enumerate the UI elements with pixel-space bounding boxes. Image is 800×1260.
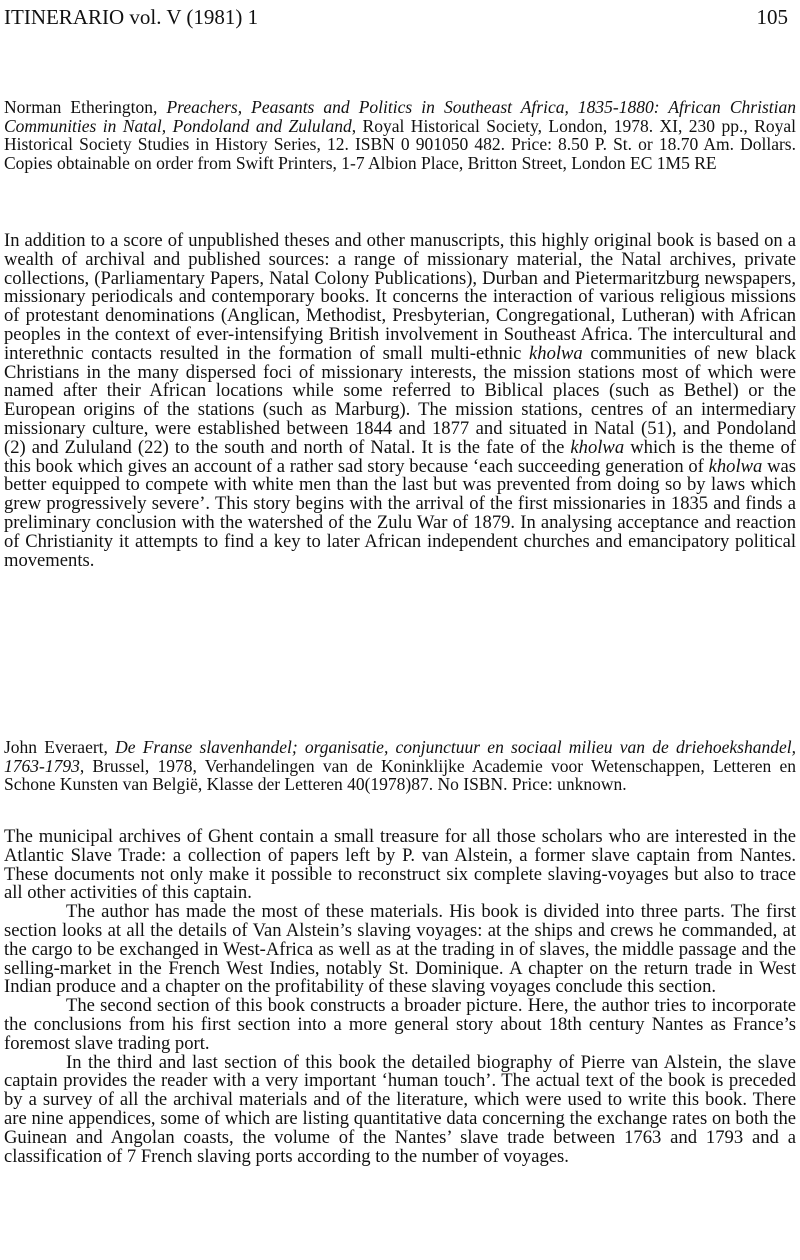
text-run: was better equipped to compete with white men than the last but was prevented from doing so by laws which grew progressively severe’. This story begins with the arrival of the first missionaries in 1835 and finds a preliminary conclusion with the watershed of the Zulu War of 1879. In analysing acceptance and reaction of Christianity it attempts to find a key to later African independent churches and emancipatory political movements. xyxy=(4,455,796,571)
review-1-author: Norman Etherington, xyxy=(4,97,167,117)
text-run: communities of new black Christians in the many dispersed foci of missionary interests, the mission stations most of which were named after their African locations while some referred to Biblical places (such as Bethel) or the European origins of the stations (such as Marburg). The mission stations, centres of an intermediary missionary culture, were established between 1844 and 1877 and situated in Natal (51), and Pondoland (2) and Zululand (22) to the south and north of Natal. It is the fate of the xyxy=(4,342,796,458)
review-2-book-title: De Franse slavenhandel; organisatie, conjunctuur en sociaal milieu van de driehoekshandel, 1763-1793 xyxy=(4,737,796,776)
review-2-paragraph-3: The second section of this book constructs a broader picture. Here, the author tries to incorporate the conclusions from his first section into a more general story about 18th century Nantes as France’s foremost slave trading port. xyxy=(4,995,796,1054)
review-2-body xyxy=(4,828,796,1166)
review-1-body xyxy=(4,232,796,570)
review-1-citation xyxy=(4,98,796,172)
review-2-paragraph-2: The author has made the most of these materials. His book is divided into three parts. The first section looks at all the details of Van Alstein’s slaving voyages: at the ships and crews he commanded, at the cargo to be exchanged in West-Africa as well as at the trading in of slaves, the middle passage and the selling-market in the French West Indies, notably St. Dominique. A chapter on the return trade in West Indian produce and a chapter on the profitability of these slaving voyages conclude this section. xyxy=(4,901,796,998)
review-2-author: John Everaert, xyxy=(4,737,116,757)
review-2-paragraph-4: In the third and last section of this book the detailed biography of Pierre van Alstein, the slave captain provides the reader with a very important ‘human touch’. The actual text of the book is preceded by a survey of all the archival materials and of the literature, which were used to write this book. There are nine appendices, some of which are listing quantitative data concerning the exchange rates on both the Guinean and Angolan coasts, the volume of the Nantes’ slave trade between 1763 and 1793 and a classification of 7 French slaving ports according to the number of voyages. xyxy=(4,1051,796,1167)
italic-term: kholwa xyxy=(708,455,763,477)
running-head xyxy=(4,0,788,34)
text-run: which is the theme of this book which gives an account of a rather sad story because ‘each succeeding generation of xyxy=(4,436,796,477)
review-2-publication-details: , Brussel, 1978, Verhandelingen van de Koninklijke Academie voor Wetenschappen, Letteren en Schone Kunsten van België, Klasse der Letteren 40(1978)87. No ISBN. Price: unknown. xyxy=(4,755,796,795)
review-2-citation xyxy=(4,738,796,794)
review-1-book-title: Preachers, Peasants and Politics in Southeast Africa, 1835-1880: African Christian Communities in Natal, Pondoland and Zululand xyxy=(4,97,796,136)
italic-term: kholwa xyxy=(570,436,625,458)
journal-title: ITINERARIO vol. V (1981) 1 xyxy=(4,5,259,29)
page-number: 105 xyxy=(756,5,788,29)
italic-term: kholwa xyxy=(529,342,583,364)
review-1-publication-details: , Royal Historical Society, London, 1978. XI, 230 pp., Royal Historical Society Studies in History Series, 12. ISBN 0 901050 482. Price: 8.50 P. St. or 18.70 Am. Dollars. Copies obtainable on order from Swift Printers, 1-7 Albion Place, Britton Street, London EC 1M5 RE xyxy=(4,115,796,173)
review-1-paragraph xyxy=(4,232,796,570)
text-run: In addition to a score of unpublished theses and other manuscripts, this highly original book is based on a wealth of archival and published sources: a range of missionary material, the Natal archives, private collections, (Parliamentary Papers, Natal Colony Publications), Durban and Pietermaritzburg newspapers, missionary periodicals and contemporary books. It concerns the interaction of various religious missions of protestant denominations (Anglican, Methodist, Presbyterian, Congregational, Lutheran) with African peoples in the context of ever-intensifying British involvement in Southeast Africa. The intercultural and interethnic contacts resulted in the formation of small multi-ethnic xyxy=(4,230,796,364)
review-2-paragraph-1: The municipal archives of Ghent contain a small treasure for all those scholars who are interested in the Atlantic Slave Trade: a collection of papers left by P. van Alstein, a former slave captain from Nantes. These documents not only make it possible to reconstruct six complete slaving-voyages but also to trace all other activities of this captain. xyxy=(4,826,796,904)
